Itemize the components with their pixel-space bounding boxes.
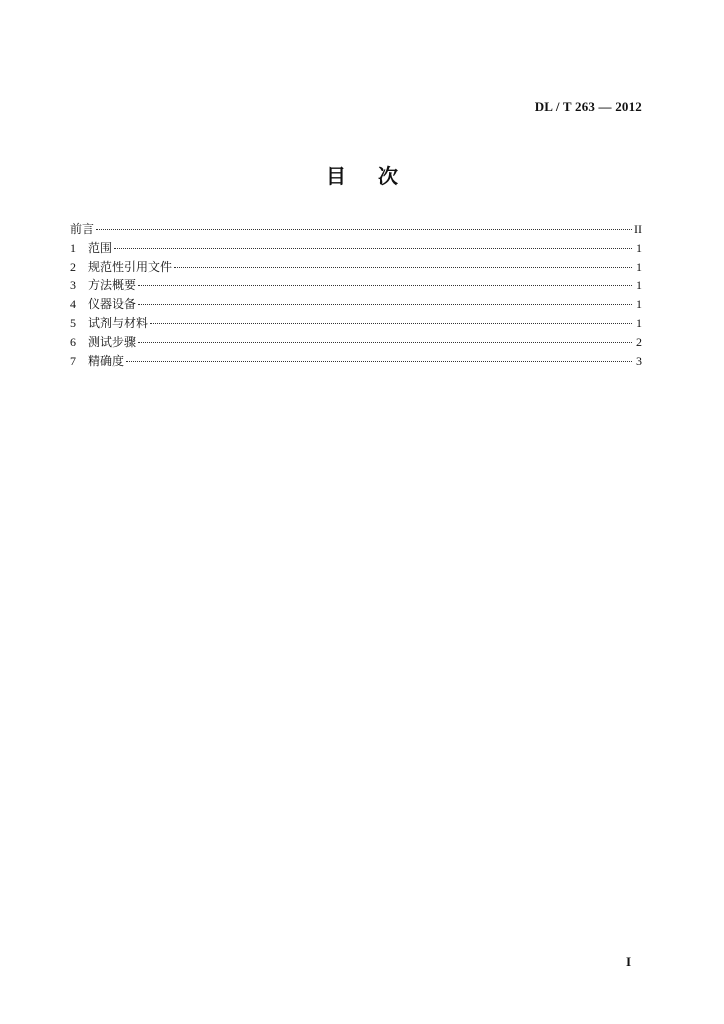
toc-entry-label: 范围 xyxy=(88,240,113,255)
toc-entry-label: 精确度 xyxy=(88,353,125,368)
toc-entry-page: 1 xyxy=(636,278,642,293)
dot-leader xyxy=(138,285,632,286)
toc-entry-page: 2 xyxy=(636,334,642,349)
table-of-contents xyxy=(70,220,642,370)
dot-leader xyxy=(138,304,632,305)
toc-entry-preface[interactable] xyxy=(70,220,642,239)
toc-entry-label: 前言 xyxy=(70,222,95,236)
toc-entry-5[interactable] xyxy=(70,314,642,333)
toc-entry-number: 7 xyxy=(70,353,76,368)
toc-entry-label: 测试步骤 xyxy=(88,334,137,349)
document-code: DL / T 263 — 2012 xyxy=(534,99,642,114)
toc-entry-7[interactable] xyxy=(70,352,642,371)
dot-leader xyxy=(174,267,632,268)
toc-entry-label: 规范性引用文件 xyxy=(88,259,173,274)
toc-entry-page: 1 xyxy=(636,240,642,255)
toc-entry-number: 1 xyxy=(70,240,76,255)
toc-entry-page: 3 xyxy=(636,353,642,368)
page-number: I xyxy=(626,954,632,969)
toc-entry-number: 6 xyxy=(70,334,76,349)
toc-entry-number: 3 xyxy=(70,278,76,293)
toc-entry-page: 1 xyxy=(636,297,642,312)
toc-entry-6[interactable] xyxy=(70,333,642,352)
toc-entry-4[interactable] xyxy=(70,295,642,314)
toc-entry-page: II xyxy=(634,222,642,236)
toc-entry-number: 2 xyxy=(70,259,76,274)
toc-entry-label: 仪器设备 xyxy=(88,297,137,312)
toc-entry-2[interactable] xyxy=(70,258,642,277)
toc-entry-3[interactable] xyxy=(70,276,642,295)
toc-entry-number: 4 xyxy=(70,297,76,312)
dot-leader xyxy=(114,248,632,249)
dot-leader xyxy=(138,342,632,343)
page-title: 目次 xyxy=(326,164,430,188)
toc-entry-label: 方法概要 xyxy=(88,278,137,293)
toc-entry-1[interactable] xyxy=(70,239,642,258)
dot-leader xyxy=(96,229,632,230)
toc-entry-label: 试剂与材料 xyxy=(88,315,149,330)
dot-leader xyxy=(150,323,632,324)
toc-entry-page: 1 xyxy=(636,259,642,274)
dot-leader xyxy=(126,361,632,362)
toc-entry-number: 5 xyxy=(70,315,76,330)
toc-entry-page: 1 xyxy=(636,315,642,330)
